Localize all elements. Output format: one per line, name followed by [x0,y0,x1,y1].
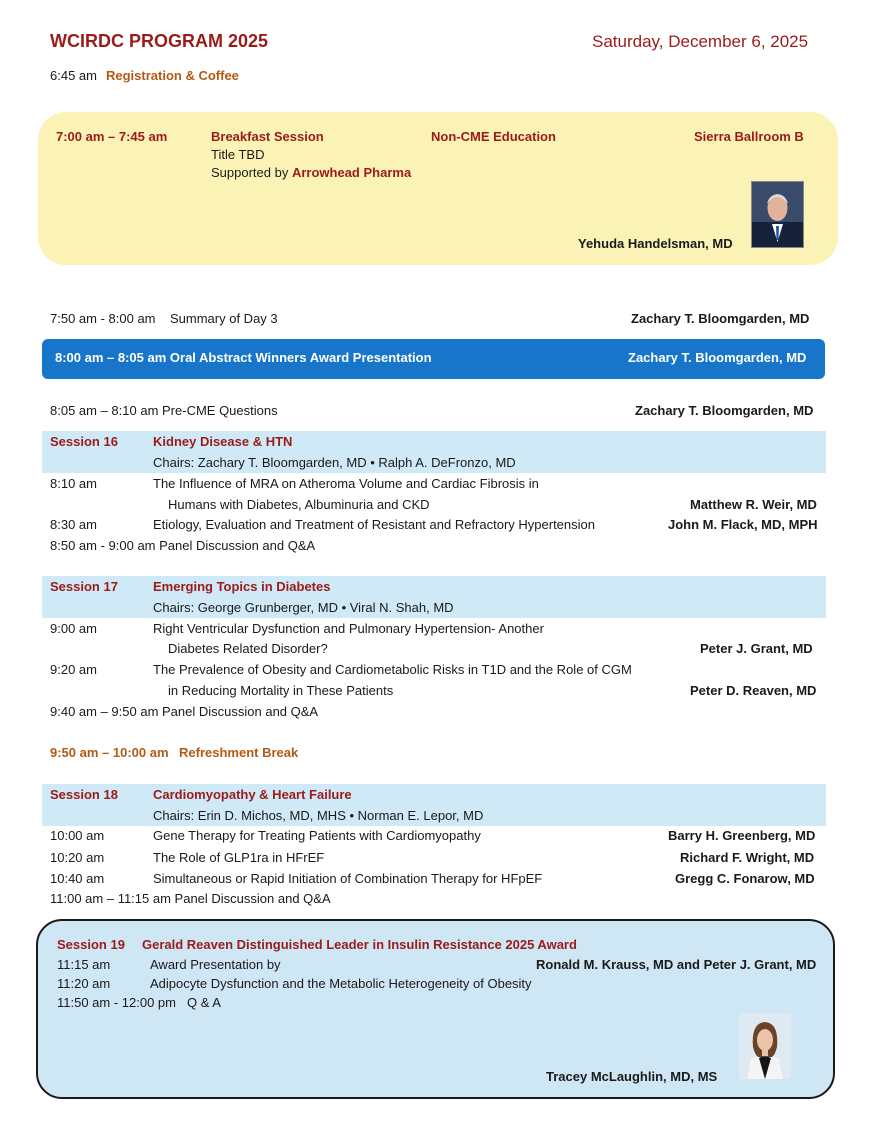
award-speaker: Zachary T. Bloomgarden, MD [628,350,807,365]
session16-title: Kidney Disease & HTN [153,434,293,449]
talk-time: 8:30 am [50,517,97,532]
talk-time: 11:15 am [57,957,111,972]
talk-title-cont: Humans with Diabetes, Albuminuria and CKD [168,497,430,512]
precme-label: 8:05 am – 8:10 am Pre-CME Questions [50,403,278,418]
registration-time: 6:45 am [50,68,97,83]
program-title: WCIRDC PROGRAM 2025 [50,31,269,51]
breakfast-name: Breakfast Session [211,129,324,144]
talk-time: 11:20 am [57,976,111,991]
talk-title: The Prevalence of Obesity and Cardiometabolic Risks in T1D and the Role of CGM [153,662,632,677]
talk-time: 8:10 am [50,476,97,491]
session16-number: Session 16 [50,434,118,449]
registration-label: Registration & Coffee [106,68,239,83]
session17-panel: 9:40 am – 9:50 am Panel Discussion and Q&A [50,704,319,719]
talk-title: Right Ventricular Dysfunction and Pulmonary Hypertension- Another [153,621,544,636]
session18-chairs: Chairs: Erin D. Michos, MD, MHS • Norman E. Lepor, MD [153,808,484,823]
qa-label: Q & A [187,995,221,1010]
breakfast-room: Sierra Ballroom B [694,129,804,144]
talk-title-cont: in Reducing Mortality in These Patients [168,683,394,698]
talk-speaker: Matthew R. Weir, MD [690,497,817,512]
talk-title: Simultaneous or Rapid Initiation of Combination Therapy for HFpEF [153,871,543,886]
program-date: Saturday, December 6, 2025 [592,32,809,51]
summary-label: Summary of Day 3 [170,311,278,326]
breakfast-speaker: Yehuda Handelsman, MD [578,236,733,251]
breakfast-title: Title TBD [211,147,265,162]
sponsor-name: Arrowhead Pharma [291,165,412,180]
breakfast-time: 7:00 am – 7:45 am [56,129,168,144]
speaker-photo-handelsman [751,181,804,248]
session16-panel: 8:50 am - 9:00 am Panel Discussion and Q&A [50,538,316,553]
precme-speaker: Zachary T. Bloomgarden, MD [635,403,814,418]
talk-title: The Role of GLP1ra in HFrEF [153,850,325,865]
talk-title: Award Presentation by [150,957,281,972]
session18-number: Session 18 [50,787,118,802]
talk-title: Etiology, Evaluation and Treatment of Resistant and Refractory Hypertension [153,517,595,532]
session17-title: Emerging Topics in Diabetes [153,579,331,594]
breakfast-support [211,165,411,180]
refreshment-label: Refreshment Break [179,745,299,760]
talk-speaker: Peter D. Reaven, MD [690,683,817,698]
talk-speaker: John M. Flack, MD, MPH [668,517,818,532]
session19-number: Session 19 [57,937,125,952]
talk-time: 10:00 am [50,828,105,843]
session17-chairs: Chairs: George Grunberger, MD • Viral N. Shah, MD [153,600,454,615]
man-portrait-icon [752,182,803,247]
awardee-name: Tracey McLaughlin, MD, MS [546,1069,718,1084]
talk-speaker: Gregg C. Fonarow, MD [675,871,815,886]
awardee-photo [739,1013,791,1079]
talk-time: 9:00 am [50,621,97,636]
session18-panel: 11:00 am – 11:15 am Panel Discussion and Q&A [50,891,331,906]
talk-time: 9:20 am [50,662,97,677]
session18-title: Cardiomyopathy & Heart Failure [153,787,352,802]
talk-time: 10:40 am [50,871,105,886]
refreshment-time: 9:50 am – 10:00 am [50,745,169,760]
talk-speaker: Peter J. Grant, MD [700,641,813,656]
talk-speaker: Richard F. Wright, MD [680,850,815,865]
award-label: 8:00 am – 8:05 am Oral Abstract Winners Award Presentation [55,350,432,365]
session19-title: Gerald Reaven Distinguished Leader in Insulin Resistance 2025 Award [142,937,577,952]
talk-time: 10:20 am [50,850,105,865]
session17-number: Session 17 [50,579,118,594]
talk-title-cont: Diabetes Related Disorder? [168,641,328,656]
supported-by-label: Supported by [211,165,289,180]
session16-chairs: Chairs: Zachary T. Bloomgarden, MD • Ralph A. DeFronzo, MD [153,455,516,470]
qa-time: 11:50 am - 12:00 pm [57,995,176,1010]
talk-title: The Influence of MRA on Atheroma Volume and Cardiac Fibrosis in [153,476,539,491]
talk-speaker: Ronald M. Krauss, MD and Peter J. Grant, MD [536,957,817,972]
breakfast-type: Non-CME Education [431,129,556,144]
summary-time: 7:50 am - 8:00 am [50,311,156,326]
woman-portrait-icon [739,1013,791,1079]
talk-title: Gene Therapy for Treating Patients with Cardiomyopathy [153,828,481,843]
summary-speaker: Zachary T. Bloomgarden, MD [631,311,810,326]
talk-title: Adipocyte Dysfunction and the Metabolic Heterogeneity of Obesity [150,976,532,991]
talk-speaker: Barry H. Greenberg, MD [668,828,816,843]
